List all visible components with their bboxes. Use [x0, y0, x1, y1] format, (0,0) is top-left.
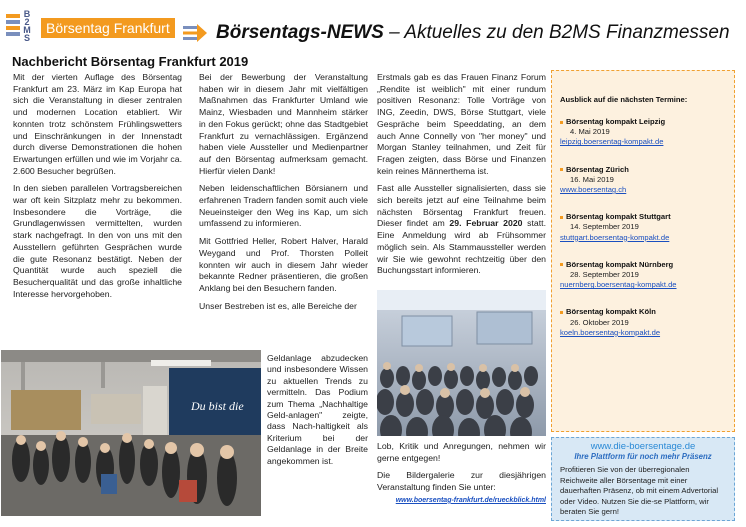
event-item	[560, 212, 726, 243]
article-paragraph: Bei der Bewerbung der Veranstaltung haben wir in diesem Jahr mit vielfältigen Maßnahmen das Frankfurter Umland wie Mainz, Wiesbaden und Mannheim stärker in den Fokus gerückt; ohne das Stadtgebiet Frankfurt zu vernachlässigen. Ergänzend haben viele Aussteller und Medienpartner auf den Börsentag aufmerksam gemacht. Hierfür vielen Dank!	[199, 72, 368, 176]
event-name: Börsentag Zürich	[566, 164, 629, 174]
bullet-icon	[560, 216, 563, 219]
bullet-icon	[560, 311, 563, 314]
article-column-3	[377, 72, 546, 277]
event-name: Börsentag kompakt Köln	[566, 307, 656, 317]
brand-logo	[6, 9, 180, 43]
event-name: Börsentag kompakt Nürnberg	[566, 259, 674, 269]
event-link[interactable]: koeln.boersentag-kompakt.de	[560, 327, 661, 337]
next-event-date: 29. Februar 2020	[449, 218, 523, 229]
article-paragraph: Mit Gottfried Heller, Robert Halver, Harald Weygand und Prof. Thorsten Polleit konnten wir auch in diesem Jahr wieder bekannte Redner präsentieren, die großen Anklang bei den Besuchern fanden.	[199, 236, 368, 293]
event-link[interactable]: nuernberg.boersentag-kompakt.de	[560, 280, 677, 290]
article-paragraph: In den sieben parallelen Vortragsbereichen war oft kein Sitzplatz mehr zu bekommen. Insbesondere die Vorträge, die Grundlagenwissen vermittelten, wurden stark nachgefragt. In den von uns mit den Ausstellern geführten Gesprächen wurde die gute Resonanz bestätigt. Neben der Quantität wurde auch speziell die Besucherqualität und das große inhaltliche Interesse hervorgehoben.	[13, 183, 182, 299]
article-column-2-wrap	[267, 353, 368, 467]
photo-sign-text: Du bist die	[191, 399, 244, 413]
platform-promo-box	[551, 437, 735, 521]
article-column-1	[13, 72, 182, 300]
newsletter-title-bold: Börsentags-NEWS	[216, 22, 384, 43]
paragraph-text: Fast alle Aussteller signalisierten, dass sie sich bereits jetzt auf eine Teilnahme beim nächsten Börsentag Frankfurt freuen. Dieser findet am	[377, 183, 546, 229]
bullet-icon	[560, 168, 563, 171]
exhibition-hall-image	[1, 350, 261, 516]
promo-subtitle: Ihre Plattform für noch mehr Präsenz	[574, 452, 712, 461]
event-item	[560, 260, 726, 291]
event-date: 16. Mai 2019	[570, 174, 614, 184]
event-link[interactable]: leipzig.boersentag-kompakt.de	[560, 137, 664, 147]
logo-arrow-icon	[183, 24, 207, 42]
article-headline: Nachbericht Börsentag Frankfurt 2019	[12, 54, 249, 69]
logo-stripes-icon	[6, 14, 20, 36]
event-date: 14. September 2019	[570, 222, 639, 232]
event-item	[560, 307, 726, 338]
event-date: 28. September 2019	[570, 270, 639, 280]
article-paragraph: Unser Bestreben ist es, alle Bereiche der	[199, 300, 357, 311]
article-paragraph: Geldanlage abzudecken und insbesondere Wissen zu aktuellen Trends zu vermitteln. Das Podium zum Thema „Nachhaltige Geld-anlagen" zeigte, dass Nach-haltigkeit als Kriterium bei der Geldanlage in der Breite angekommen ist.	[267, 353, 368, 466]
event-item	[560, 165, 726, 196]
lecture-audience-photo	[377, 290, 546, 436]
logo-text: Börsentag Frankfurt	[41, 18, 175, 38]
promo-link[interactable]: www.die-boersentage.de	[590, 441, 696, 452]
article-paragraph	[377, 183, 546, 277]
event-link[interactable]: stuttgart.boersentag-kompakt.de	[560, 232, 670, 242]
gallery-link[interactable]: www.boersentag-frankfurt.de/rueckblick.html	[395, 496, 546, 504]
event-date: 4. Mai 2019	[570, 127, 610, 137]
article-paragraph: Lob, Kritik und Anregungen, nehmen wir gerne entgegen!	[377, 441, 546, 463]
article-column-3-bottom	[377, 441, 546, 507]
bullet-icon	[560, 263, 563, 266]
promo-body: Profitieren Sie von der überregionalen Reichweite aller Börsentage mit einer dauerhaften Präsenz, ob mit einem Advertorial oder Video. Nutzen Sie die-se Plattform, wir beraten Sie gern!	[560, 465, 719, 517]
paragraph-text: statt. Eine Anmeldung wird ab Frühsommer möglich sein. Als Stammaussteller werden wir Sie wie gewohnt rechtzeitig über den Buchungsstart informieren.	[377, 218, 546, 276]
newsletter-title-rest: – Aktuelles zu den B2MS Finanzmessen	[383, 22, 730, 43]
event-name: Börsentag kompakt Leipzig	[566, 117, 666, 126]
upcoming-events-sidebar	[551, 70, 735, 432]
event-link[interactable]: www.boersentag.ch	[560, 185, 627, 195]
event-name: Börsentag kompakt Stuttgart	[566, 212, 671, 222]
lecture-audience-image	[377, 290, 546, 436]
article-paragraph: Die Bildergalerie zur diesjährigen Veranstaltung finden Sie unter:	[377, 470, 546, 493]
sidebar-title: Ausblick auf die nächsten Termine:	[560, 95, 688, 104]
newsletter-title	[216, 22, 730, 44]
bullet-icon	[560, 121, 563, 124]
logo-mark: B 2 M S	[23, 9, 31, 43]
event-item	[560, 117, 726, 148]
article-column-2	[199, 72, 368, 312]
article-paragraph: Mit der vierten Auflage des Börsentag Frankfurt am 23. März im Kap Europa hat sich die Veranstaltung in dieser zentralen und modernen Location etabliert. Wir konnten trotz schönstem Frühlingswetters und Einschränkungen in der Innenstadt durch diverse Demonstrationen die hohen Erwartungen erfüllen und wie im Vorjahr ca. 2.600 Besucher begrüßen.	[13, 72, 182, 176]
article-paragraph: Erstmals gab es das Frauen Finanz Forum „Rendite ist weiblich" mit einer rundum positiven Resonanz: Tolle Vorträge von ING, Zeedin, DWS, Börse Stuttgart, viele Gespräche beim Speeddating, an dem auch Anne Connelly von "her money" und Morgan Stanley teilnahmen, und Zeit für Fragen zeigten, dass Börse und Finanzen kein reines Männerthema ist.	[377, 72, 546, 176]
exhibition-hall-photo	[1, 350, 261, 516]
event-date: 26. Oktober 2019	[570, 317, 629, 327]
article-paragraph: Neben leidenschaftlichen Börsianern und erfahrenen Tradern fanden somit auch viele Neueinsteiger den Weg ins Kap, um sich umfassend zu informieren.	[199, 183, 368, 229]
